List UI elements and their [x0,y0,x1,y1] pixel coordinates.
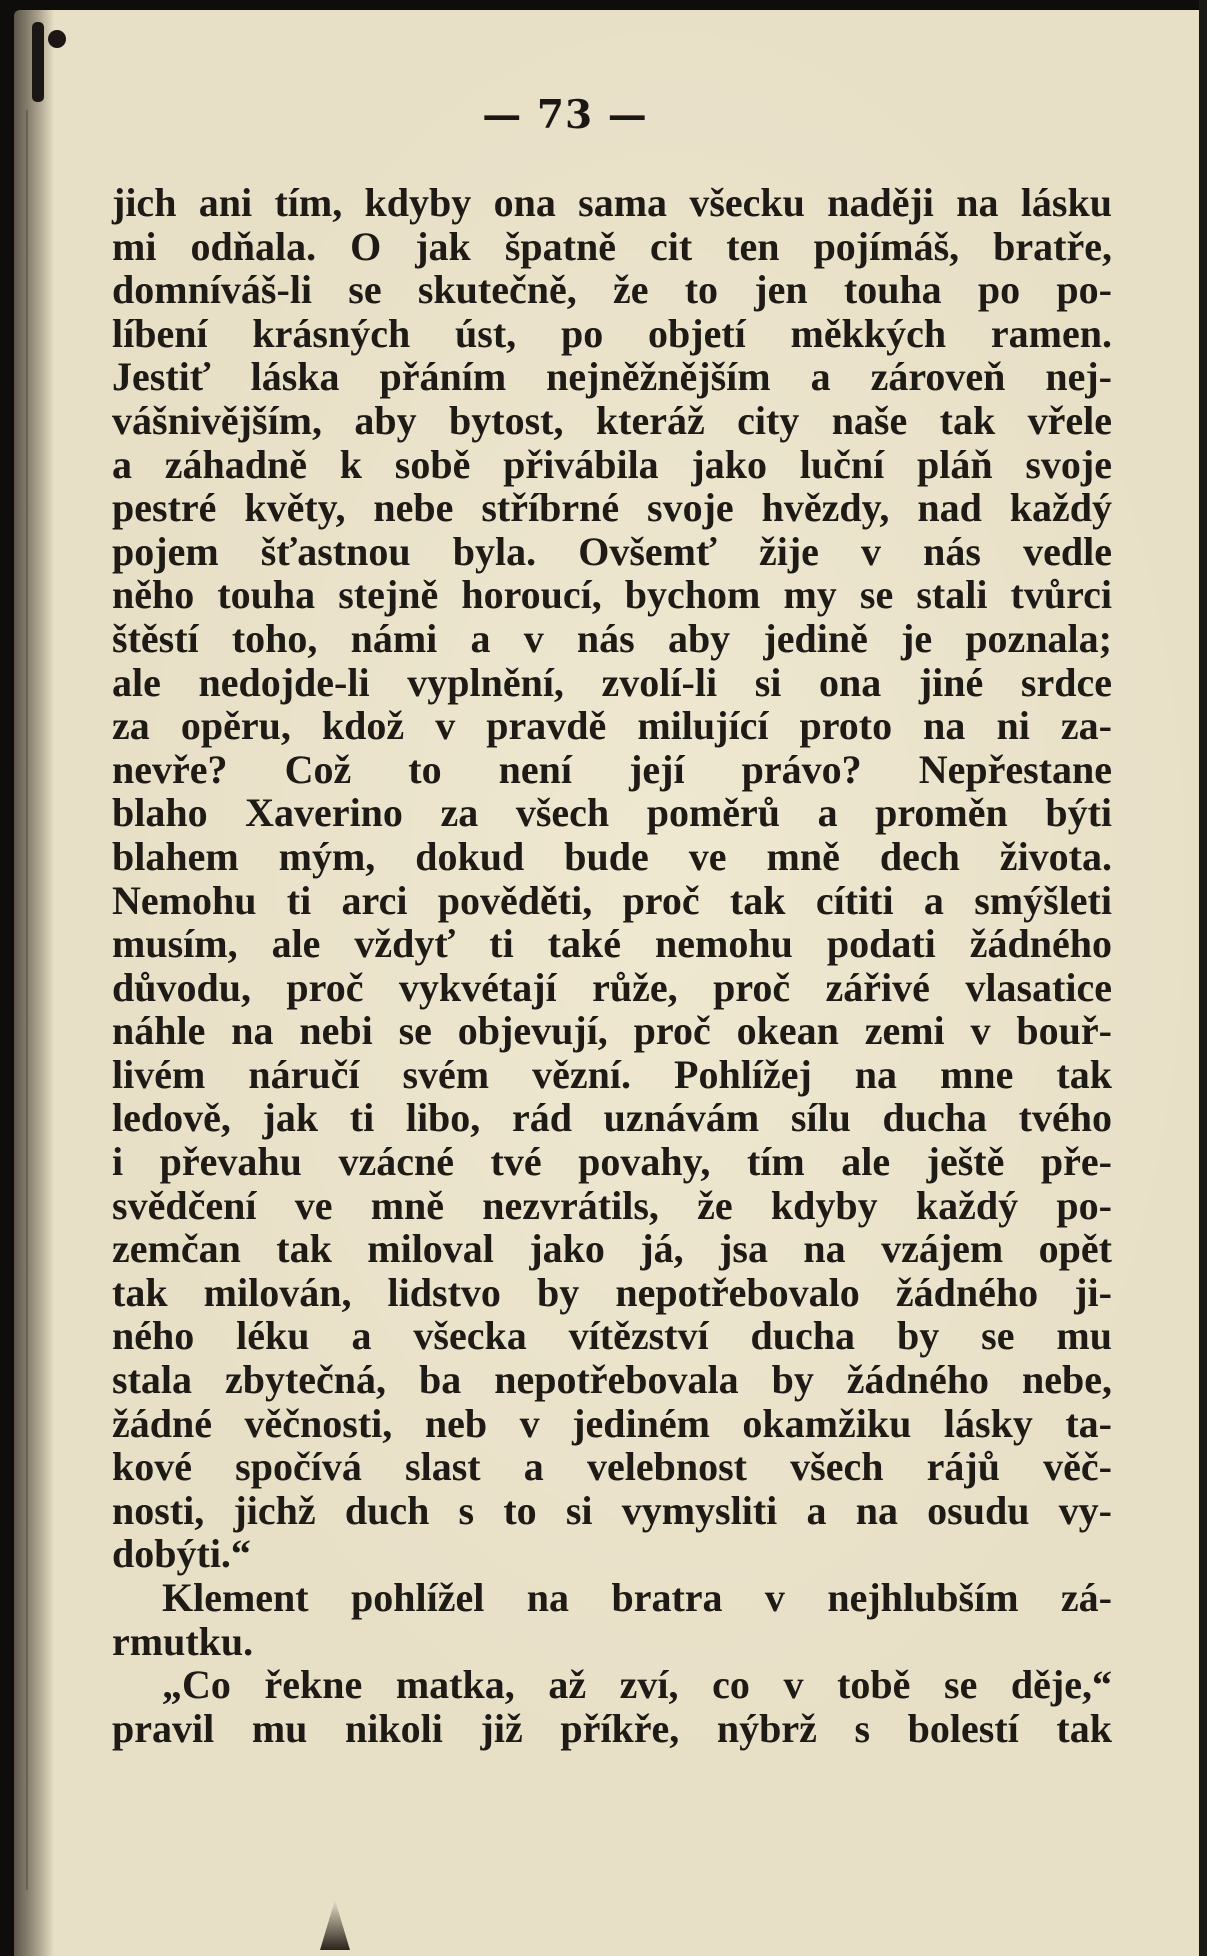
text-line: náhle na nebi se objevují, proč okean zemi v bouř- [112,1008,1112,1054]
body-text [112,181,1112,1750]
text-line: žádné věčnosti, neb v jediném okamžiku lásky ta- [112,1400,1112,1446]
ink-blot [32,22,44,102]
text-line: něho touha stejně horoucí, bychom my se stali tvůrci [112,572,1112,618]
margin-line [26,110,28,1890]
text-line: dobýti.“ [112,1531,251,1577]
text-line: důvodu, proč vykvétají růže, proč zářivé vlasatice [112,964,1112,1010]
text-line: jich ani tím, kdyby ona sama všecku naději na lásku [112,180,1112,225]
text-line: za opěru, kdož v pravdě milující proto na ni za- [112,703,1112,749]
text-line: ale nedojde-li vyplnění, zvolí-li si ona jiné srdce [112,659,1112,705]
text-line: stala zbytečná, ba nepotřebovala by žádného nebe, [112,1357,1112,1403]
text-line: Nemohu ti arci pověděti, proč tak cítiti a smýšleti [112,877,1112,923]
text-line: nevře? Což to není její právo? Nepřestane [112,746,1112,792]
ink-dot [48,30,66,48]
text-line: blaho Xaverino za všech poměrů a proměn býti [112,790,1112,836]
text-line: pravil mu nikoli již příkře, nýbrž s bolestí tak [112,1705,1112,1751]
page-number: — 73 — [482,92,648,138]
text-line: „Co řekne matka, až zví, co v tobě se děje,“ [162,1662,1112,1708]
text-line: a záhadně k sobě přivábila jako luční pláň svoje [112,441,1112,487]
text-line: vášnivějším, aby bytost, kteráž city naše tak vřele [112,397,1112,443]
text-line: svědčení ve mně nezvrátils, že kdyby každý po- [112,1182,1112,1228]
text-line: musím, ale vždyť ti také nemohu podati žádného [112,921,1112,967]
text-line: blahem mým, dokud bude ve mně dech života. [112,833,1112,879]
text-line: ledově, jak ti libo, rád uznávám sílu ducha tvého [112,1095,1112,1141]
text-line: ného léku a všecka vítězství ducha by se mu [112,1313,1112,1359]
text-line: pojem šťastnou byla. Ovšemť žije v nás vedle [112,528,1112,574]
text-line: štěstí toho, námi a v nás aby jedině je poznala; [112,615,1112,661]
text-line: nosti, jichž duch s to si vymysliti a na osudu vy- [112,1487,1112,1533]
gutter-shadow [14,10,54,1956]
text-line: i převahu vzácné tvé povahy, tím ale ještě pře- [112,1139,1112,1185]
text-line: rmutku. [112,1618,254,1664]
page-edge [1199,0,1207,1956]
text-line: domníváš-li se skutečně, že to jen touha po po- [112,267,1112,313]
text-line: Jestiť láska přáním nejněžnějším a zároveň nej- [112,354,1112,400]
text-line: tak milován, lidstvo by nepotřebovalo žádného ji- [112,1269,1112,1315]
text-line: Klement pohlížel na bratra v nejhlubším zá- [162,1575,1112,1620]
text-line: kové spočívá slast a velebnost všech rájů věč- [112,1444,1112,1490]
text-line: pestré květy, nebe stříbrné svoje hvězdy, nad každý [112,485,1112,531]
text-line: líbení krásných úst, po objetí měkkých ramen. [112,310,1112,356]
text-line: livém náručí svém vězní. Pohlížej na mne tak [112,1051,1112,1097]
text-line: zemčan tak miloval jako já, jsa na vzájem opět [112,1226,1112,1272]
text-line: mi odňala. O jak špatně cit ten pojímáš, bratře, [112,223,1112,269]
